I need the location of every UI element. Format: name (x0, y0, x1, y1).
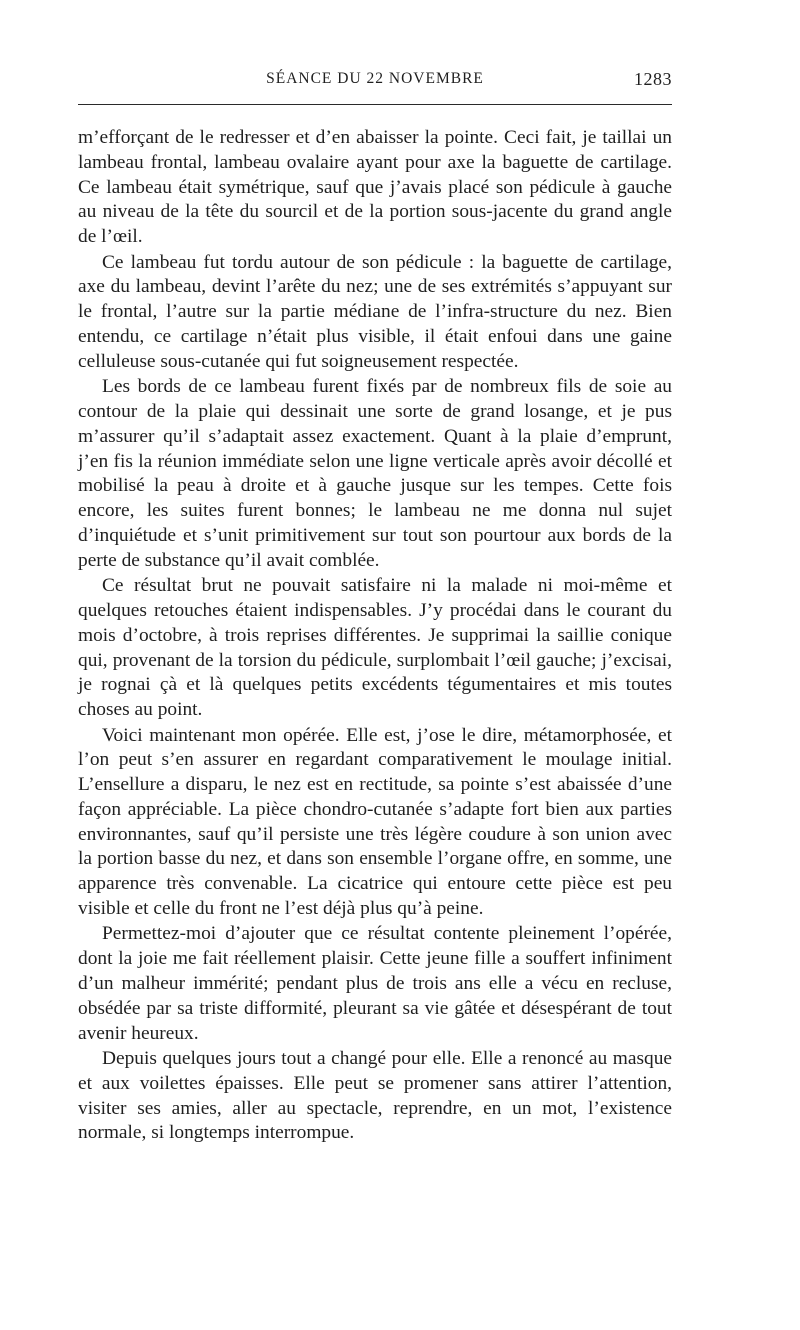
page-number: 1283 (634, 69, 672, 89)
running-head (78, 70, 672, 96)
paragraph: Ce lambeau fut tordu autour de son pédicule : la baguette de cartilage, axe du lambeau, devint l’arête du nez; une de ses extrémités s’appuyant sur le frontal, l’autre sur la partie médiane de l’infra-structure du nez. Bien entendu, ce cartilage n’était plus visible, il était enfoui dans une gaine celluleuse sous-cutanée qui fut soigneusement respectée. (78, 251, 672, 372)
paragraph: Depuis quelques jours tout a changé pour elle. Elle a renoncé au masque et aux voilettes épaisses. Elle peut se promener sans attirer l’attention, visiter ses amies, aller au spectacle, reprendre, en un mot, l’existence normale, si longtemps interrompue. (78, 1048, 672, 1144)
paragraph: Les bords de ce lambeau furent fixés par de nombreux fils de soie au contour de la plaie qui dessinait une sorte de grand losange, et je pus m’assurer qu’il s’adaptait assez exactement. Quant à la plaie d’emprunt, j’en fis la réunion immédiate selon une ligne verticale après avoir décollé et mobilisé la peau à droite et à gauche jusque sur les tempes. Cette fois encore, les suites furent bonnes; le lambeau ne me donna nul sujet d’inquiétude et s’unit primitivement sur tout son pourtour aux bords de la perte de substance qu’il avait comblée. (78, 376, 672, 571)
header-rule (78, 104, 672, 105)
paragraph: Permettez-moi d’ajouter que ce résultat contente pleinement l’opérée, dont la joie me fait réellement plaisir. Cette jeune fille a souffert infiniment d’un malheur immérité; pendant plus de trois ans elle a vécu en recluse, obsédée par sa triste difformité, pleurant sa vie gâtée et désespérant de tout avenir heureux. (78, 923, 672, 1044)
paragraph-continued: m’efforçant de le redresser et d’en abaisser la pointe. Ceci fait, je taillai un lambeau frontal, lambeau ovalaire ayant pour axe la baguette de cartilage. Ce lambeau était symétrique, sauf que j’avais placé son pédicule à gauche au niveau de la tête du sourcil et de la portion sous-jacente du grand angle de l’œil. (78, 127, 672, 248)
paragraph: Voici maintenant mon opérée. Elle est, j’ose le dire, métamorphosée, et l’on peut s’en assurer en regardant comparativement le moulage initial. L’ensellure a disparu, le nez est en rectitude, sa pointe s’est abaissée d’une façon appréciable. La pièce chondro-cutanée s’adapte fort bien aux parties environnantes, sauf qu’il persiste une très légère coudure à son union avec la portion basse du nez, et dans son ensemble l’organe offre, en somme, une apparence très convenable. La cicatrice qui entoure cette pièce est peu visible et celle du front ne l’est déjà plus qu’à peine. (78, 724, 672, 920)
running-title: SÉANCE DU 22 NOVEMBRE (266, 70, 484, 87)
paragraph: Ce résultat brut ne pouvait satisfaire ni la malade ni moi-même et quelques retouches étaient indispensables. J’y procédai dans le courant du mois d’octobre, à trois reprises différentes. Je supprimai la saillie conique qui, provenant de la torsion du pédicule, surplombait l’œil gauche; j’excisai, je rognai çà et là quelques petits excédents tégumentaires et mis toutes choses au point. (78, 575, 672, 721)
body-text (78, 126, 672, 1147)
